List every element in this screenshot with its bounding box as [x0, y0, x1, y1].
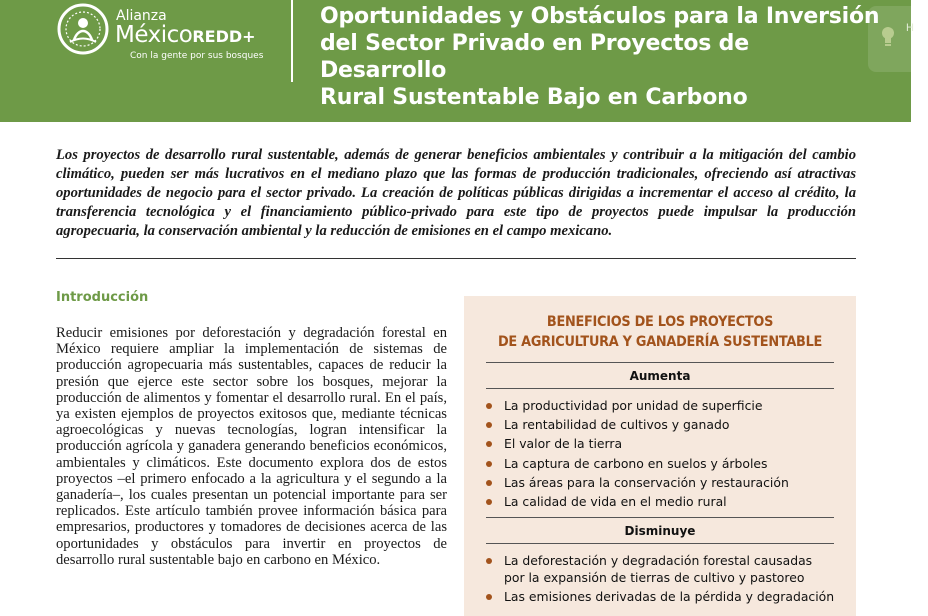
title-line-1: Oportunidades y Obstáculos para la Inversión — [320, 4, 880, 29]
bullet-icon — [486, 441, 492, 447]
list-item — [486, 397, 836, 414]
logo-redd-text: REDD+ — [192, 27, 256, 46]
header-divider — [291, 0, 293, 82]
bullet-icon — [486, 499, 492, 505]
bullet-icon — [486, 558, 492, 564]
sidebar-rule — [486, 517, 834, 518]
section-divider — [56, 258, 856, 259]
lightbulb-icon — [880, 26, 896, 48]
list-item — [486, 435, 836, 452]
list-item — [486, 455, 836, 472]
list-item-text: La deforestación y degradación forestal causadas por la expansión de tierras de cultivo y pastoreo — [504, 553, 813, 585]
section-body: Reducir emisiones por deforestación y degradación forestal en México requiere ampliar la implementación de sistemas de producción agropecuaria más sustentables, capaces de reducir la presión que ejerce este sector sobre los bosques, mejorar la producción de alimentos y fomentar el desarrollo rural. En el país, ya existen ejemplos de proyectos exitosos que, mediante técnicas agroecológicas y nuevas tecnologías, logran intensificar la producción agrícola y ganadera generando beneficios económicos, ambientales y climáticos. Este documento explora dos de estos proyectos –el primero enfocado a la agricultura y el segundo a la ganadería–, los cuales presentan un potencial importante para ser replicados. Este artículo también provee información básica para empresarios, productores y tomadores de decisiones acerca de las oportunidades y obstáculos para invertir en proyectos de desarrollo rural sustentable bajo en carbono en México. — [56, 325, 447, 568]
header-banner — [0, 0, 914, 122]
sidebar-rule — [486, 543, 834, 544]
intro-abstract: Los proyectos de desarrollo rural sustentable, además de generar beneficios ambientales y contribuir a la mitigación del cambio climático, pueden ser más lucrativos en el mediano plazo que las formas de producción tradicionales, ofreciendo así atractivas oportunidades de negocio para el sector privado. La creación de políticas públicas dirigidas a incrementar el acceso al crédito, la transferencia tecnológica y el financiamiento público-privado para este tipo de proyectos puede impulsar la producción agropecuaria, la conservación ambiental y la reducción de emisiones en el campo mexicano. — [56, 147, 856, 239]
document-title — [320, 3, 880, 111]
list-item-text: El valor de la tierra — [504, 436, 623, 452]
logo-alianza-text: Alianza — [116, 8, 167, 24]
bullet-icon — [486, 403, 492, 409]
title-line-3: Rural Sustentable Bajo en Carbono — [320, 85, 748, 110]
bullet-icon — [486, 422, 492, 428]
hint-letter: H — [906, 22, 914, 34]
list-item — [486, 552, 836, 586]
bullet-icon — [486, 461, 492, 467]
list-item-text: Las áreas para la conservación y restauración — [504, 474, 789, 490]
section-heading: Introducción — [56, 290, 149, 305]
disminuye-heading: Disminuye — [624, 524, 696, 538]
alianza-logo-icon — [56, 2, 110, 56]
hint-tab[interactable] — [868, 6, 928, 72]
aumenta-list — [486, 397, 836, 512]
sidebar-title — [480, 312, 841, 352]
sidebar-title-line-1: BENEFICIOS DE LOS PROYECTOS — [546, 314, 774, 330]
bullet-icon — [486, 480, 492, 486]
list-item-text: Las emisiones derivadas de la pérdida y degradación — [504, 589, 835, 604]
logo-mexico-text — [115, 22, 256, 48]
list-item — [486, 588, 836, 605]
logo-tagline: Con la gente por sus bosques — [130, 51, 264, 61]
title-line-2: del Sector Privado en Proyectos de Desarrollo — [320, 31, 749, 83]
logo-mexico-word: México — [115, 22, 193, 48]
sidebar-rule — [486, 362, 834, 363]
list-item-text: La calidad de vida en el medio rural — [504, 493, 727, 509]
list-item — [486, 474, 836, 491]
sidebar-title-line-2: DE AGRICULTURA Y GANADERÍA SUSTENTABLE — [497, 334, 823, 350]
alianza-logo[interactable] — [56, 2, 271, 62]
bullet-icon — [486, 594, 492, 600]
disminuye-list — [486, 552, 836, 607]
list-item — [486, 416, 836, 433]
sidebar-rule — [486, 388, 834, 389]
benefits-sidebar — [464, 296, 856, 616]
list-item — [486, 493, 836, 510]
list-item-text: La captura de carbono en suelos y árboles — [504, 455, 768, 471]
list-item-text: La rentabilidad de cultivos y ganado — [504, 417, 730, 433]
list-item-text: La productividad por unidad de superficie — [504, 398, 763, 413]
aumenta-heading: Aumenta — [629, 369, 691, 383]
